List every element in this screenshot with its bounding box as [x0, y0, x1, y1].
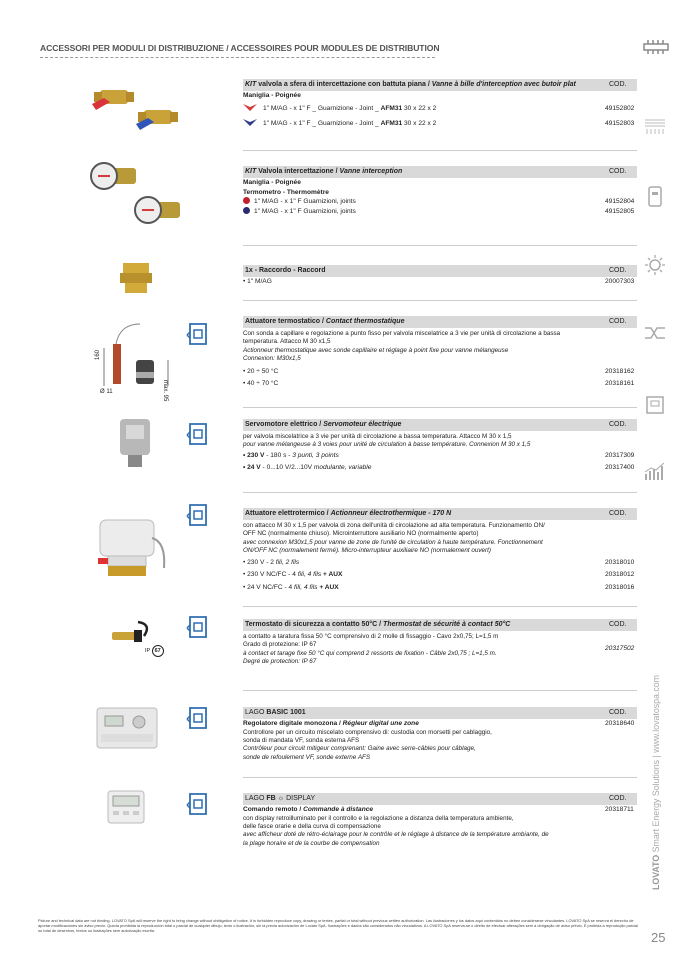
subtitle: Termometro - Thermomètre	[243, 188, 329, 196]
manifold-icon	[642, 38, 670, 56]
desc-line: Actionneur thermostatique avec sonde capillaire et réglage à point fixe pour vanne mélangeuse	[243, 346, 509, 354]
product-code: 20007303	[605, 278, 635, 285]
row-text: 1" M/AG - x 1" F Guarnizioni, joints	[254, 207, 356, 215]
desc-line: a contatto a taratura fissa 50 °C comprensivo di 2 molle di fissaggio - Cavo 2x0,75; L=1,5 m	[243, 633, 499, 640]
section-safety-thermostat	[243, 619, 637, 667]
row-model: AFM31	[380, 120, 403, 128]
desc-line: OFF NC (normalmente chiuso). Microinterruttore ausiliario NO (normalmente aperto)	[243, 530, 479, 538]
description-fr	[243, 831, 637, 848]
product-row	[243, 277, 637, 287]
desc-line: con attacco M 30 x 1,5 per valvola di zona dell'unità di circolazione ad alta temperatura. Funzionamento ON/	[243, 522, 545, 529]
desc-line: Con sonda a capillare e regolazione a punto fisso per valvola miscelatrice a 3 vie per unità di circolazione a bassa	[243, 330, 561, 337]
product-row	[243, 583, 637, 593]
page-header: ACCESSORI PER MODULI DI DISTRIBUZIONE / ACCESSOIRES POUR MODULES DE DISTRIBUTION	[40, 43, 440, 53]
divider	[243, 245, 637, 246]
title-it: 1x - Raccordo - Raccord	[245, 267, 326, 274]
product-sheet-icon	[186, 792, 210, 816]
product-code: 20318162	[605, 367, 635, 375]
ip-label: IP	[145, 648, 151, 654]
row-wires: fili, 4 fils	[297, 571, 322, 579]
section-title-bar	[243, 707, 637, 719]
title-it: Termostato di sicurezza a contatto 50°C /	[245, 621, 384, 628]
fitting-image	[117, 261, 155, 295]
subtitle-it: Comando remoto /	[243, 806, 304, 813]
row-text: • 24 V NC/FC - 4	[243, 583, 295, 591]
section-title-bar	[243, 793, 637, 805]
product-row	[243, 367, 637, 377]
title-brand: LAGO	[245, 709, 267, 716]
section-title-bar	[243, 508, 637, 520]
product-row	[243, 719, 637, 729]
description	[243, 328, 637, 347]
divider	[243, 690, 637, 691]
desc-line: avec afficheur doté de rétro-éclairage pour le contrôle et le réglage à distance de la température ambiante, de	[243, 831, 549, 839]
page-number: 25	[651, 930, 666, 945]
description	[243, 631, 637, 650]
desc-line: delle fasce orarie e della curva di compensazione	[243, 823, 381, 830]
product-row	[243, 805, 637, 815]
product-sheet-icon	[186, 503, 210, 527]
row-text: - 180 s -	[264, 451, 293, 459]
chart-icon	[642, 460, 668, 482]
section-title-bar	[243, 265, 637, 277]
kit-label: KIT	[245, 81, 257, 88]
desc-line: sonda di mandata VF, sonda esterna AFS	[243, 737, 360, 744]
kit-label: KIT	[245, 168, 257, 175]
product-row	[243, 104, 637, 114]
cod-label: COD.	[609, 421, 627, 428]
row-aux: + AUX	[317, 583, 339, 591]
title-fr: Contact thermostatique	[325, 318, 405, 325]
row-text: • 40 ÷ 70 °C	[243, 380, 279, 388]
red-dot-icon	[243, 197, 250, 204]
product-code: 20318161	[605, 380, 635, 388]
controller-icon	[642, 394, 668, 416]
description-fr: pour vanne mélangeuse à 3 voies pour unité de circulation à basse température. Connexion M 30 x 1,5	[243, 441, 531, 449]
section-title-bar	[243, 79, 637, 91]
product-code: 49152804	[605, 198, 635, 206]
blue-dot-icon	[243, 207, 250, 214]
product-row	[243, 463, 637, 473]
brand-tagline: Smart Energy Solutions | www.lovatospa.com	[651, 675, 661, 855]
row-text: • 230 V NC/FC - 4	[243, 571, 298, 579]
subtitle-it: Regolatore digitale monozona /	[243, 720, 343, 727]
product-row	[243, 570, 637, 580]
product-code: 20318016	[605, 583, 635, 591]
title-fr: Thermostat de sécurité à contact 50°C	[383, 621, 511, 628]
footer-disclaimer: Picture and technical data are not binding. LOVATO SpA will reserve the right to bring change without obbligation of notice. It is forbidden reproduce copy, drawing or textes, partial or total without previous written authorization. Las ilustraciones y los datos aquí contenidos no deben considerarse vinculantes. LOVATO SpA se reserva el derecho de aportar modificaciones sin aviso previo. Queda prohibida la reproducción total o parcial de cualquier dibujo, texto o ilustración, sin la previa autorización de Lovato SpA. Ilustrações e dados são considerados não vinculativos. A LOVATO SpA reserva-se o direito de efectuar alterações sem a obrigação de aviso prévio. É proibida a reprodução parcial ou total de desenhos, textos ou ilustrações sem autorização escrita.	[38, 918, 638, 934]
cod-label: COD.	[609, 267, 627, 274]
product-sheet-icon	[186, 615, 210, 639]
row-type: 3 punti, 3 points	[292, 451, 339, 459]
row-text: 1" M/AG - x 1" F _ Guarnizione - Joint _	[263, 120, 381, 128]
product-code: 20317400	[605, 464, 635, 472]
title-fr: Vanne à bille d'interception avec butoir plat	[431, 81, 576, 88]
row-model: AFM31	[380, 104, 403, 112]
divider	[243, 492, 637, 493]
product-sheet-icon	[186, 322, 210, 346]
electrothermal-actuator-image	[92, 512, 170, 582]
boiler-icon	[642, 186, 668, 208]
subtitle: Maniglia - Poignée	[243, 179, 301, 186]
title-fr: Vanne interception	[339, 168, 403, 175]
sun-icon	[642, 254, 668, 276]
description	[243, 815, 637, 832]
row-text: • 20 ÷ 50 °C	[243, 367, 279, 375]
product-row	[243, 197, 637, 207]
cod-label: COD.	[609, 318, 627, 325]
subtitle-fr: Régleur digital une zone	[342, 720, 419, 727]
divider	[243, 300, 637, 301]
product-code: 20317309	[605, 451, 635, 459]
servomotor-image	[112, 415, 158, 469]
row-text: • 1" M/AG	[243, 278, 272, 285]
valve-thermometer-image	[86, 160, 186, 235]
product-row	[243, 207, 637, 217]
section-title-bar	[243, 316, 637, 328]
row-text: 1" M/AG - x 1" F Guarnizioni, joints	[254, 198, 356, 206]
radiant-floor-icon	[642, 115, 668, 137]
product-row	[243, 451, 637, 461]
title-display: DISPLAY	[284, 795, 316, 802]
row-text: 1" M/AG - x 1" F _ Guarnizione - Joint _	[263, 104, 381, 112]
description-fr	[243, 539, 637, 556]
desc-line: Grado di protezione: IP 67	[243, 641, 317, 649]
desc-line: avec connexion M30x1,5 pour vanne de zone de l'unité de circulation à haute température. Fonctionnement	[243, 538, 543, 546]
cod-label: COD.	[609, 510, 627, 517]
product-code: 49152802	[605, 104, 635, 112]
section-title-bar	[243, 166, 637, 178]
row-wires: fili, 2 fils	[275, 558, 300, 566]
desc-line: sonde de refoulement VF, sonde externe AFS	[243, 753, 371, 761]
description	[243, 520, 637, 539]
cod-label: COD.	[609, 795, 627, 802]
red-handle-icon	[243, 104, 257, 111]
title-it: Attuatore termostatico /	[245, 318, 326, 325]
row-voltage: • 24 V	[243, 464, 261, 472]
row-type: modulante, variable	[313, 464, 372, 472]
row-text: - 0...10 V/2...10V	[260, 464, 314, 472]
section-electrothermal-actuator	[243, 508, 637, 592]
divider	[243, 150, 637, 151]
row-voltage: • 230 V	[243, 451, 265, 459]
sun-small-icon: ☼	[277, 795, 285, 802]
title-it: Valvola intercettazione /	[256, 168, 340, 175]
title-model: FB	[266, 795, 276, 802]
desc-line: Contrôleur pour circuit mitigeur comprenant: Gaine avec serre-câbles pour câblage,	[243, 745, 476, 753]
section-digital-regulator	[243, 707, 637, 762]
section-title-bar	[243, 419, 637, 431]
product-code: 20318640	[605, 720, 635, 727]
ball-valve-image	[82, 82, 182, 137]
product-code: 49152805	[605, 207, 635, 215]
row-dims: 30 x 22 x 2	[402, 120, 437, 128]
divider	[243, 777, 637, 778]
product-code: 20317502	[605, 644, 635, 652]
remote-control-image	[106, 789, 146, 825]
cod-label: COD.	[609, 168, 627, 175]
title-it: Attuatore elettrotermico /	[245, 510, 331, 517]
section-title-bar	[243, 619, 637, 631]
product-code: 20318711	[605, 806, 634, 813]
product-row	[243, 119, 637, 129]
title-it: valvola a sfera di intercettazione con battuta piana /	[256, 81, 432, 88]
subtitle: Maniglia - Poignée	[243, 92, 301, 99]
heat-pump-icon	[642, 322, 668, 344]
product-code: 20318010	[605, 558, 635, 566]
desc-line: Degré de protection: IP 67	[243, 658, 317, 666]
product-row	[243, 558, 637, 568]
dim-height: 160	[95, 349, 101, 360]
desc-line: Controllore per un circuito miscelato comprensivo di: custodia con morsetti per cablaggio,	[243, 728, 492, 736]
row-wires: fili, 4 fils	[294, 583, 318, 591]
description	[243, 729, 637, 746]
ip-value: 67	[152, 645, 164, 657]
desc-line: la plage horaire et de la courbe de compensation	[243, 839, 380, 847]
title-model: BASIC 1001	[266, 709, 306, 716]
section-servomotor	[243, 419, 637, 473]
subtitle-fr: Commande à distance	[303, 806, 374, 813]
cod-label: COD.	[609, 709, 627, 716]
section-remote-control	[243, 793, 637, 848]
desc-line: à contact et tarage fixe 50 °C qui comprend 2 ressorts de fixation - Câble 2x0,75 ; L=1,5 m.	[243, 649, 497, 657]
digital-regulator-image	[95, 706, 159, 750]
title-fr: Actionneur électrothermique - 170 N	[330, 510, 452, 517]
desc-line: temperatura. Attacco M 30 x1,5	[243, 338, 331, 346]
product-code: 20318012	[605, 571, 635, 579]
section-fitting	[243, 265, 637, 287]
vertical-brand	[651, 675, 661, 890]
product-sheet-icon	[186, 422, 210, 446]
desc-line: con display retroilluminato per il controllo e la regolazione a distanza della temperatura ambiente,	[243, 814, 514, 822]
row-aux: + AUX	[321, 571, 343, 579]
description: per valvola miscelatrice a 3 vie per unità di circolazione a bassa temperatura. Attacco M 30 x 1,5	[243, 433, 512, 440]
section-ball-valve	[243, 79, 637, 129]
product-row	[243, 379, 637, 389]
row-text: • 230 V - 2	[243, 558, 276, 566]
description-fr	[243, 347, 637, 364]
description-fr	[243, 745, 637, 762]
product-sheet-icon	[186, 706, 210, 730]
cod-label: COD.	[609, 621, 627, 628]
title-it: Servomotore elettrico /	[245, 421, 324, 428]
desc-line: Connexion: M30x1,5	[243, 355, 301, 363]
title-fr: Servomoteur électrique	[323, 421, 402, 428]
section-thermostatic-actuator	[243, 316, 637, 389]
header-divider	[40, 57, 435, 58]
dim-max: max. 95	[162, 380, 168, 402]
row-dims: 30 x 22 x 2	[402, 104, 437, 112]
dim-diameter: Ø 11	[100, 389, 113, 395]
cod-label: COD.	[609, 81, 627, 88]
title-brand: LAGO	[245, 795, 267, 802]
divider	[243, 606, 637, 607]
desc-line: ON/OFF NC (normalement fermé). Micro-interrupteur auxiliaire NO (normalement ouvert)	[243, 547, 491, 555]
section-interception-valve	[243, 166, 637, 216]
ip-rating	[145, 645, 164, 657]
divider	[243, 407, 637, 408]
product-code: 49152803	[605, 120, 635, 128]
blue-handle-icon	[243, 119, 257, 126]
brand-name: LOVATO	[651, 854, 661, 890]
